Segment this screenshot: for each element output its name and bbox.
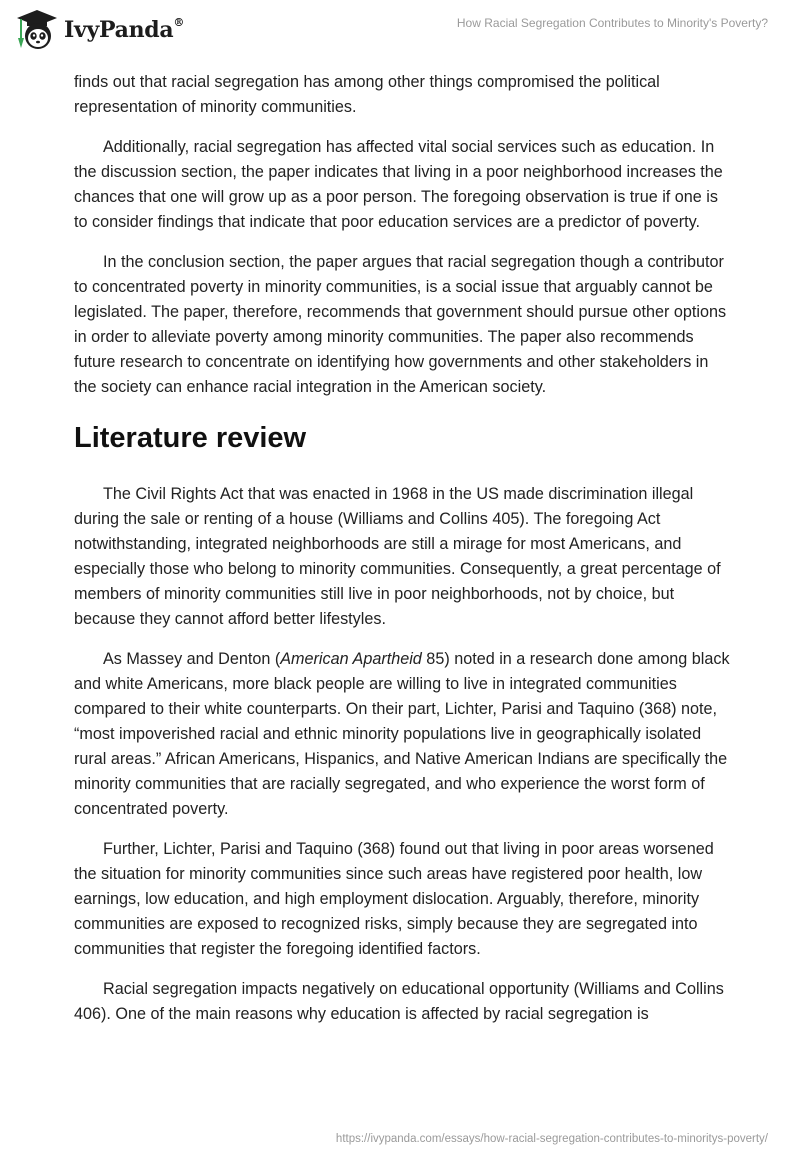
paragraph: Further, Lichter, Parisi and Taquino (368) found out that living in poor areas worsened the situation for minority communities since such areas have registered poor health, low earnings, low education, and high employment dislocation. Arguably, therefore, minority communities are exposed to recognized risks, simply because they are segregated into communities that register the foregoing identified factors. [74, 840, 714, 958]
paragraph: In the conclusion section, the paper argues that racial segregation though a contributor to concentrated poverty in minority communities, is a social issue that arguably cannot be legislated. The paper, therefore, recommends that government should pursue other options in order to alleviate poverty among minority communities. The paper also recommends future research to concentrate on identifying how governments and other stakeholders in the society can enhance racial integration in the American society. [74, 253, 727, 396]
ivypanda-logo[interactable] [14, 8, 184, 52]
paragraph: Racial segregation impacts negatively on educational opportunity (Williams and Collins 406). One of the main reasons why education is affected by racial segregation is [74, 980, 724, 1023]
section-heading: Literature review [74, 422, 307, 454]
source-url[interactable]: https://ivypanda.com/essays/how-racial-segregation-contributes-to-minoritys-poverty/ [335, 1133, 768, 1145]
paragraph: As Massey and Denton (American Apartheid 85) noted in a research done among black and white Americans, more black people are willing to live in integrated communities compared to their white counterparts. On their part, Lichter, Parisi and Taquino (368) note, “most impoverished racial and ethnic minority populations live in geographically isolated rural areas.” African Americans, Hispanics, and Native American Indians are specifically the minority communities that are racially segregated, and who experience the worst form of concentrated poverty. [74, 650, 730, 818]
page-header [0, 0, 800, 62]
panda-graduate-icon [14, 8, 60, 52]
document-title: How Racial Segregation Contributes to Minority's Poverty? [456, 16, 768, 30]
paragraph: Additionally, racial segregation has affected vital social services such as education. In the discussion section, the paper indicates that living in a poor neighborhood increases the chances that one will grow up as a poor person. The foregoing observation is true if one is to consider findings that indicate that poor education services are a predictor of poverty. [74, 138, 723, 231]
logo-wordmark: IvyPanda® [64, 15, 185, 43]
paragraph: The Civil Rights Act that was enacted in 1968 in the US made discrimination illegal during the sale or renting of a house (Williams and Collins 405). The foregoing Act notwithstanding, integrated neighborhoods are still a mirage for most Americans, and especially those who belong to minority communities. Consequently, a great percentage of members of minority communities still live in poor neighborhoods, not by choice, but because they cannot afford better lifestyles. [74, 485, 721, 628]
essay-body [74, 70, 734, 1042]
paragraph: finds out that racial segregation has among other things compromised the political representation of minority communities. [74, 73, 660, 116]
book-title: American Apartheid [280, 650, 422, 668]
